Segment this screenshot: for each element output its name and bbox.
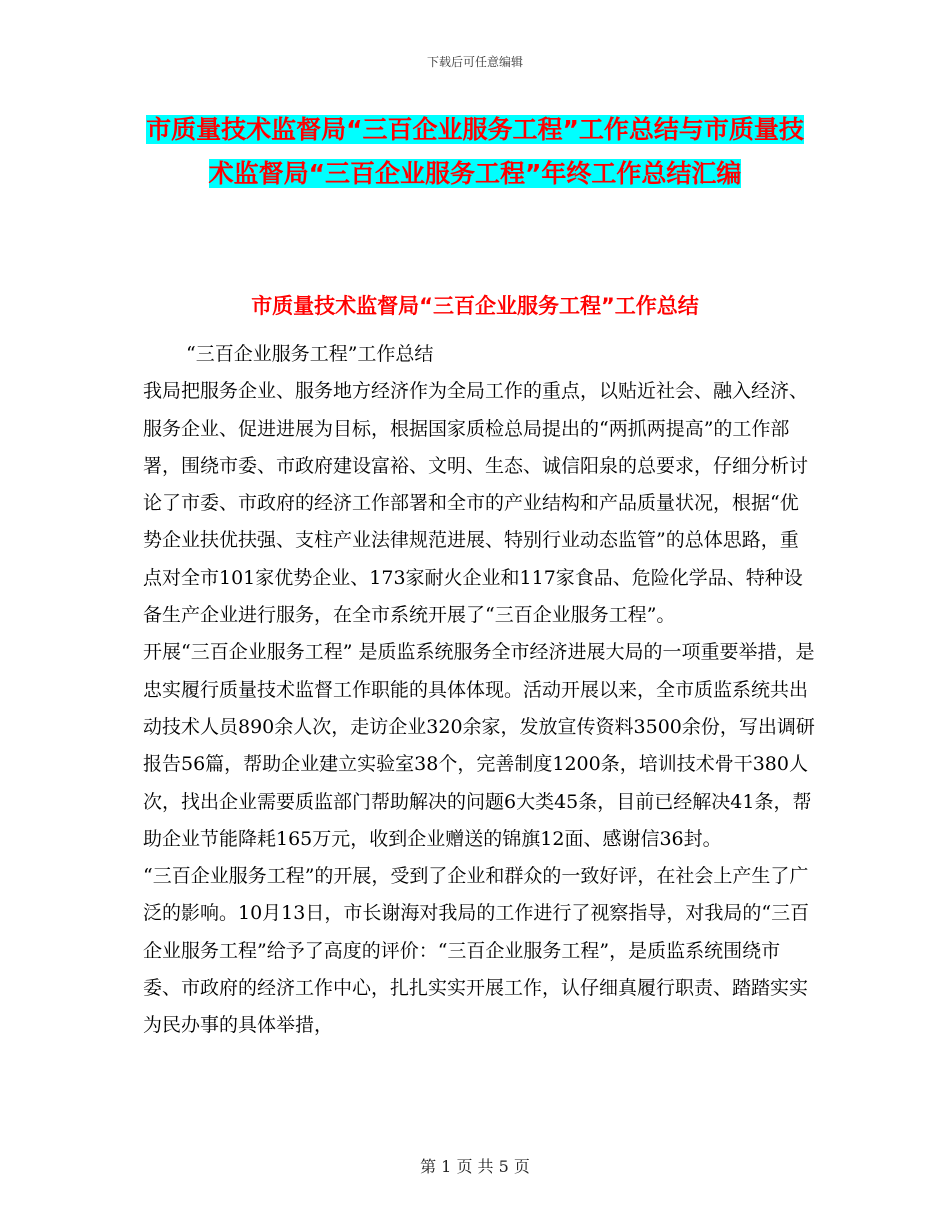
body-paragraph: “三百企业服务工程”的开展，受到了企业和群众的一致好评，在社会上产生了广泛的影响。10月13日，市长谢海对我局的工作进行了视察指导，对我局的“三百企业服务工程”给予了高度的评价：“三百企业服务工程”，是质监系统围绕市委、市政府的经济工作中心，扎扎实实开展工作，认仔细真履行职责、踏踏实实为民办事的具体举措，: [143, 865, 810, 1037]
page-number-footer: 第 1 页 共 5 页: [420, 1157, 530, 1176]
main-title-text: 市质量技术监督局“三百企业服务工程”工作总结与市质量技术监督局“三百企业服务工程”年终工作总结汇编: [146, 115, 804, 188]
page-header-note: 下载后可任意编辑: [426, 55, 523, 69]
document-main-title: [140, 108, 810, 196]
body-paragraph: “三百企业服务工程”工作总结: [186, 343, 434, 365]
document-body: [143, 336, 815, 1045]
body-paragraph: 我局把服务企业、服务地方经济作为全局工作的重点，以贴近社会、融入经济、服务企业、促进进展为目标，根据国家质检总局提出的“两抓两提高”的工作部署，围绕市委、市政府建设富裕、文明、生态、诚信阳泉的总要求，仔细分析讨论了市委、市政府的经济工作部署和全市的产业结构和产品质量状况，根据“优势企业扶优扶强、支柱产业法律规范进展、特别行业动态监管”的总体思路，重点对全市101家优势企业、173家耐火企业和117家食品、危险化学品、特种设备生产企业进行服务，在全市系统开展了“三百企业服务工程”。: [143, 380, 809, 627]
body-paragraph: 开展“三百企业服务工程” 是质监系统服务全市经济进展大局的一项重要举措，是忠实履行质量技术监督工作职能的具体体现。活动开展以来，全市质监系统共出动技术人员890余人次，走访企业320余家，发放宣传资料3500余份，写出调研报告56篇，帮助企业建立实验室38个，完善制度1200条，培训技术骨干380人次，找出企业需要质监部门帮助解决的问题6大类45条，目前已经解决41条，帮助企业节能降耗165万元，收到企业赠送的锦旗12面、感谢信36封。: [143, 641, 815, 850]
section-title: 市质量技术监督局“三百企业服务工程”工作总结: [251, 294, 699, 318]
